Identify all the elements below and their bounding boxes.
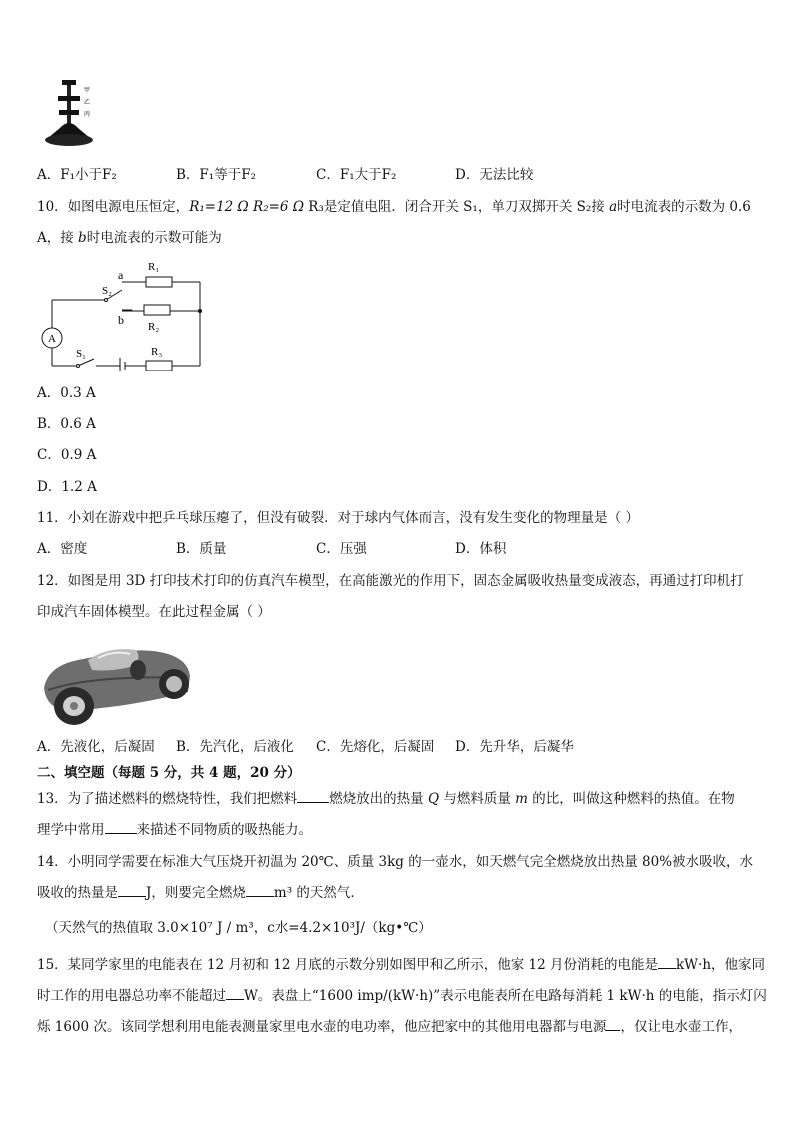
q11-option-d: D．体积 <box>455 541 507 557</box>
circuit-label-b: b <box>118 313 124 327</box>
circuit-label-s2: S₂ <box>102 285 112 297</box>
circuit-label-s1: S₁ <box>76 348 86 360</box>
q14-note: （天然气的热值取 3.0×10⁷ J / m³，c水=4.2×10³J/（kg•℃） <box>45 920 432 936</box>
section-title: 二、填空题（每题 5 分，共 4 题，20 分） <box>37 765 301 781</box>
q9-option-d: D．无法比较 <box>455 167 534 183</box>
q10-option-a: A．0.3 A <box>37 385 96 401</box>
label-bing: 丙 <box>84 111 91 118</box>
label-yi: 乙 <box>84 99 91 106</box>
q12-stem-line1: 12．如图是用 3D 打印技术打印的仿真汽车模型，在高能激光的作用下，固态金属吸收热量变成液态，再通过打印机打 <box>37 573 744 589</box>
ammeter-label: A <box>48 333 56 345</box>
circuit-label-r2: R₂ <box>148 321 160 333</box>
q10-option-c: C．0.9 A <box>37 447 97 463</box>
circuit-label-r3: R₃ <box>151 346 163 358</box>
q12-stem-line2: 印成汽车固体模型。在此过程金属（ ） <box>37 604 271 620</box>
q15-stem-line1: 15．某同学家里的电能表在 12 月初和 12 月底的示数分别如图甲和乙所示，他家 12 月份消耗的电能是 kW·h，他家同 <box>37 957 766 973</box>
q14-stem-line2: 吸收的热量是 J，则要完全燃烧 m³ 的天然气． <box>37 885 364 901</box>
q12-option-a: A．先液化，后凝固 <box>37 739 155 755</box>
q13-stem-line2: 理学中常用 来描述不同物质的吸热能力。 <box>37 822 312 838</box>
q11-option-c: C．压强 <box>316 541 367 557</box>
q15-stem-line3: 烁 1600 次。该同学想利用电能表测量家里电水壶的电功率，他应把家中的其他用电器都与电源 ，仅让电水壶工作， <box>37 1019 742 1035</box>
q11-option-a: A．密度 <box>37 541 88 557</box>
q10-stem-line1: 10．如图电源电压恒定，R₁=12 Ω R₂=6 Ω R₃是定值电阻．闭合开关 S₁，单刀双掷开关 S₂接 a时电流表的示数为 0.6 <box>37 199 751 215</box>
q11-stem: 11．小刘在游戏中把乒乓球压瘪了，但没有破裂．对于球内气体而言，没有发生变化的物理量是（ ） <box>37 510 639 526</box>
q15-stem-line2: 时工作的用电器总功率不能超过 W。表盘上“1600 imp/(kW·h)”表示电能表所在电路每消耗 1 kW·h 的电能，指示灯闪 <box>37 988 767 1004</box>
q12-option-b: B．先汽化，后液化 <box>176 739 294 755</box>
magnet-stand-figure <box>40 78 100 150</box>
q11-option-b: B．质量 <box>176 541 227 557</box>
label-jia: 甲 <box>84 87 91 94</box>
q9-option-b: B．F₁等于F₂ <box>176 167 256 183</box>
circuit-label-a: a <box>118 268 124 282</box>
circuit-label-r1: R₁ <box>148 261 160 273</box>
q10-option-b: B．0.6 A <box>37 416 96 432</box>
3d-printed-car-figure <box>38 640 193 730</box>
q10-option-d: D．1.2 A <box>37 479 97 495</box>
q9-option-a: A．F₁小于F₂ <box>37 167 117 183</box>
q12-option-d: D．先升华，后凝华 <box>455 739 574 755</box>
q9-option-c: C．F₁大于F₂ <box>316 167 397 183</box>
q14-stem-line1: 14．小明同学需要在标准大气压烧开初温为 20℃、质量 3kg 的一壶水，如天燃气完全燃烧放出热量 80%被水吸收，水 <box>37 854 754 870</box>
circuit-diagram <box>38 256 213 371</box>
q10-stem-line2: A，接 b时电流表的示数可能为 <box>37 230 222 246</box>
q13-stem-line1: 13．为了描述燃料的燃烧特性，我们把燃料 燃烧放出的热量 Q 与燃料质量 m 的比，叫做这种燃料的热值。在物 <box>37 791 735 807</box>
q12-option-c: C．先熔化，后凝固 <box>316 739 435 755</box>
